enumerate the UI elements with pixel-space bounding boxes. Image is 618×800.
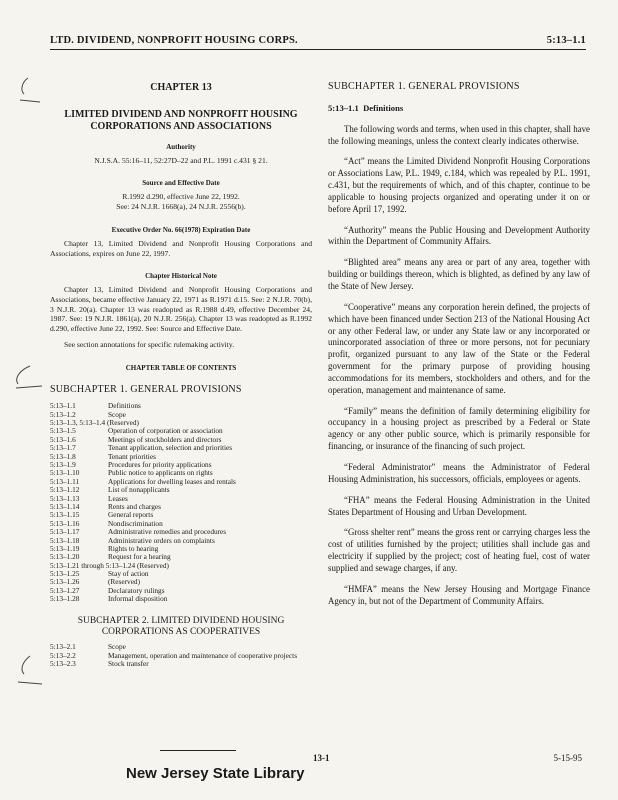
definition-paragraph: “Gross shelter rent” means the gross rent or carrying charges less the cost of utilities furnished by the project; utilities shall include gas and electricity if supplied by the project; cost of heating fuel, cost of water supplied and sewage charges, if any.	[328, 527, 590, 573]
toc-entry-title: Scope	[108, 409, 126, 419]
toc-entry-number: 5:13–1.8	[50, 451, 76, 461]
toc-entry-number: 5:13–1.3, 5:13–1.4 (Reserved)	[50, 418, 139, 428]
toc-entry-title: Rents and charges	[108, 501, 161, 511]
toc-entry	[50, 660, 297, 668]
library-stamp: New Jersey State Library	[126, 765, 305, 782]
footer-rule	[160, 750, 236, 751]
toc-entry-title: (Reserved)	[108, 577, 141, 587]
source-line-2: See: 24 N.J.R. 1668(a), 24 N.J.R. 2556(b).	[116, 202, 246, 212]
definitions-list	[328, 124, 590, 608]
toc-entry-number: 5:13–1.18	[50, 535, 80, 545]
toc-entry-number: 5:13–1.5	[50, 426, 76, 436]
header-title: LTD. DIVIDEND, NONPROFIT HOUSING CORPS.	[50, 35, 298, 46]
toc-entry-title: Applications for dwelling leases and rentals	[108, 476, 236, 486]
toc-entry-title: Administrative remedies and procedures	[108, 527, 227, 537]
toc-entry	[50, 595, 236, 603]
margin-mark-icon	[0, 650, 50, 690]
toc-subchapter-1-heading: SUBCHAPTER 1. GENERAL PROVISIONS	[50, 384, 242, 396]
section-heading	[328, 103, 590, 114]
toc-entry-number: 5:13–1.26	[50, 577, 80, 587]
toc-entry-number: 5:13–1.6	[50, 434, 76, 444]
toc-entry-title: Informal disposition	[108, 594, 168, 604]
toc-entry-number: 5:13–1.21 through 5:13–1.24 (Reserved)	[50, 560, 169, 570]
definition-paragraph: The following words and terms, when used in this chapter, shall have the following meanings, unless the context clearly indicates otherwise.	[328, 123, 590, 146]
toc-entry-title: Procedures for priority applications	[108, 460, 212, 469]
toc-entry-number: 5:13–2.3	[50, 659, 76, 669]
toc-subchapter-2-list	[50, 643, 297, 668]
toc-entry-title: Operation of corporation or association	[108, 426, 223, 436]
toc-subchapter-2-heading	[50, 616, 312, 639]
toc-entry-title: Rights to hearing	[108, 543, 159, 553]
margin-mark-icon	[0, 70, 50, 110]
toc-entry-title: Stock transfer	[108, 659, 149, 669]
toc-entry-number: 5:13–1.14	[50, 501, 80, 511]
chapter-number: CHAPTER 13	[150, 82, 212, 93]
definition-paragraph: “HMFA” means the New Jersey Housing and Mortgage Finance Agency in, but not of the Department of Community Affairs.	[328, 583, 590, 606]
header-section: 5:13–1.1	[546, 35, 586, 46]
toc-entry-title: Meetings of stockholders and directors	[108, 434, 222, 444]
definition-paragraph: “Family” means the definition of family determining eligibility for occupancy in a housing project as prescribed by a Federal or State agency or any other public source, which is primarily responsible for financing, or insurance of the financing of such project.	[328, 405, 590, 452]
historical-note-text: Chapter 13, Limited Dividend and Nonprofit Housing Corporations and Associations, became effective January 22, 1971 as R.1971 d.15. See: 2 N.J.R. 70(b), 3 N.J.R. 20(a). Chapter 13 was readopted as R.1988 d.49, effective December 24, 1987. See: 19 N.J.R. 1861(a), 20 N.J.R. 256(a). Chapter 13 was readopted as R.1992 d.290, effective June 22, 1992. See: Source and Effective Date.	[50, 285, 312, 334]
toc-entry-title: General reports	[108, 510, 154, 520]
toc-entry-title: Tenant application, selection and priorities	[108, 443, 233, 453]
toc-entry-number: 5:13–1.15	[50, 510, 80, 520]
toc-entry-title: Tenant priorities	[108, 451, 156, 461]
toc-entry-title: Public notice to applicants on rights	[108, 468, 213, 478]
toc-entry-title: List of nonapplicants	[108, 485, 170, 495]
toc-entry-number: 5:13–1.9	[50, 460, 76, 469]
toc-entry-title: Definitions	[108, 401, 141, 411]
page-number: 13-1	[313, 753, 330, 763]
toc-entry-title: Nondiscrimination	[108, 518, 163, 528]
toc-entry-number: 5:13–1.13	[50, 493, 80, 503]
toc-entry	[50, 652, 297, 660]
executive-order-text: Chapter 13, Limited Dividend and Nonprofit Housing Corporations and Associations, expires on June 22, 1997.	[50, 238, 312, 258]
definition-paragraph: “Authority” means the Public Housing and Development Authority within the Department of Community Affairs.	[328, 224, 590, 247]
section-number: 5:13–1.1	[328, 103, 359, 114]
toc-entry-number: 5:13–1.10	[50, 468, 80, 478]
toc-subchapter-1-list	[50, 402, 236, 603]
section-title: Definitions	[363, 103, 404, 114]
toc-entry-number: 5:13–1.28	[50, 594, 80, 604]
definition-paragraph: “Federal Administrator” means the Administrator of Federal Housing Administration, his successors, officials, employees or agents.	[328, 461, 590, 484]
toc-entry-number: 5:13–1.7	[50, 443, 76, 453]
definition-paragraph: “FHA” means the Federal Housing Administration in the United States Department of Housing and Urban Development.	[328, 494, 590, 517]
definition-paragraph: “Blighted area” means any area or part of any area, together with building or buildings thereon, which is blighted, as defined by any law of the State of New Jersey.	[328, 257, 590, 291]
toc-entry-number: 5:13–1.1	[50, 401, 76, 411]
toc-entry-title: Management, operation and maintenance of cooperative projects	[108, 650, 298, 660]
authority-label: Authority	[166, 142, 196, 151]
see-annotations-text: See section annotations for specific rulemaking activity.	[64, 339, 235, 349]
executive-order-label: Executive Order No. 66(1978) Expiration Date	[111, 225, 251, 234]
toc-entry-number: 5:13–1.12	[50, 485, 80, 495]
toc-entry-number: 5:13–1.11	[50, 476, 80, 486]
source-label: Source and Effective Date	[142, 179, 220, 188]
right-column	[328, 72, 590, 607]
toc-entry-title: Scope	[108, 642, 126, 652]
toc-entry-title: Request for a hearing	[108, 552, 171, 562]
subchapter-heading: SUBCHAPTER 1. GENERAL PROVISIONS	[328, 81, 520, 92]
definition-paragraph: “Cooperative” means any corporation herein defined, the projects of which have been financed under Section 213 of the National Housing Act or any other Federal law, or under any State law or any incorporated or unincorporated association of three or more persons, not for pecuniary profit, organized pursuant to any law of the State or the Federal government for the primary purpose of providing housing accommodations for its members, stockholders and others, and for the operation, management and maintenance of same.	[328, 301, 590, 395]
toc-entry-title: Leases	[108, 493, 128, 503]
toc-entry-number: 5:13–1.17	[50, 527, 80, 537]
running-header	[50, 30, 586, 50]
left-column	[50, 72, 312, 669]
toc-entry	[50, 402, 236, 410]
toc-entry-number: 5:13–1.27	[50, 585, 80, 595]
toc-entry-number: 5:13–1.25	[50, 569, 80, 579]
authority-text: N.J.S.A. 55:16–11, 52:27D–22 and P.L. 1991 c.431 § 21.	[94, 155, 268, 165]
toc-entry-number: 5:13–1.16	[50, 518, 80, 528]
toc-entry-number: 5:13–1.20	[50, 552, 80, 562]
definition-paragraph: “Act” means the Limited Dividend Nonprofit Housing Corporations or Associations Law, P.L. 1949, c.184, which was repealed by P.L. 1991, c.431, but the requirements of which, and of this chapter, continue to be applicable to housing projects organized and operating under it on or before April 17, 1992.	[328, 156, 590, 214]
revision-date: 5-15-95	[553, 753, 582, 763]
chapter-title: LIMITED DIVIDEND AND NONPROFIT HOUSING CORPORATIONS AND ASSOCIATIONS	[64, 108, 298, 132]
toc-entry-number: 5:13–1.19	[50, 543, 80, 553]
toc-subchapter-2-heading-line-2: CORPORATIONS AS COOPERATIVES	[101, 627, 261, 638]
toc-entry-number: 5:13–1.2	[50, 409, 76, 419]
source-line-1: R.1992 d.290, effective June 22, 1992.	[122, 192, 240, 202]
toc-entry-title: Declaratory rulings	[108, 585, 165, 595]
margin-mark-icon	[0, 360, 50, 400]
toc-entry-title: Stay of action	[108, 569, 149, 579]
toc-subchapter-2-heading-line-1: SUBCHAPTER 2. LIMITED DIVIDEND HOUSING	[77, 615, 285, 626]
historical-note-label: Chapter Historical Note	[145, 272, 217, 281]
toc-title: CHAPTER TABLE OF CONTENTS	[125, 363, 237, 372]
toc-entry-title: Administrative orders on complaints	[108, 535, 215, 545]
toc-entry-number: 5:13–2.1	[50, 642, 76, 652]
toc-entry-number: 5:13–2.2	[50, 650, 76, 660]
